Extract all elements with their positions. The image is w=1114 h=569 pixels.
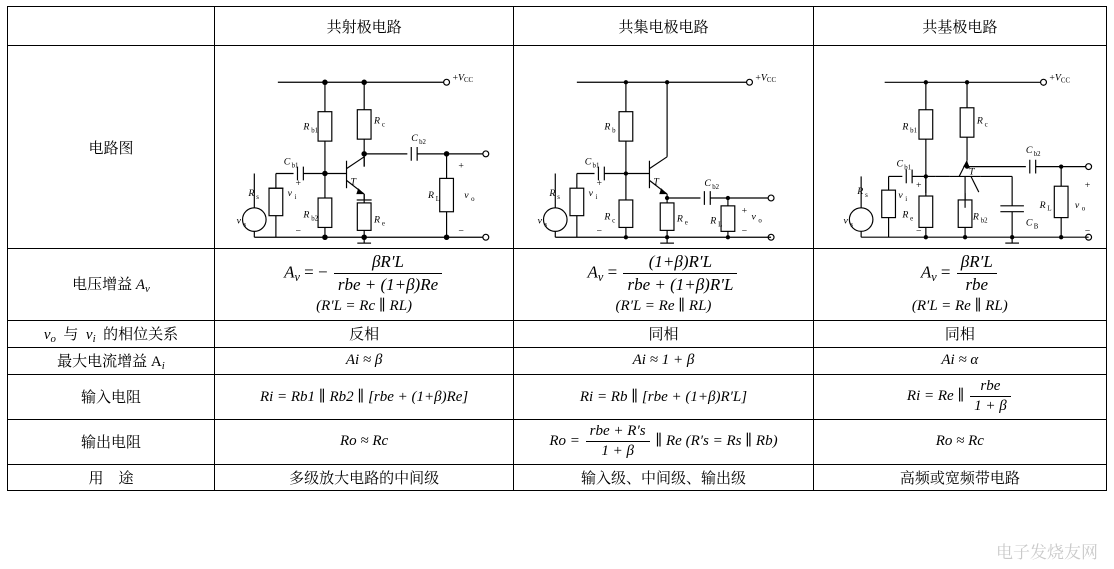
svg-text:C: C	[284, 157, 291, 168]
svg-text:+: +	[916, 180, 922, 191]
svg-text:v: v	[752, 212, 757, 223]
svg-text:c: c	[984, 121, 987, 128]
svg-text:i: i	[294, 194, 296, 201]
table-row-output-resistance	[8, 419, 1107, 464]
voltage-gain-label-symbol: A	[136, 277, 145, 293]
ce-gain-fraction	[334, 251, 442, 296]
svg-text:b2: b2	[311, 216, 318, 223]
svg-text:b2: b2	[1033, 151, 1040, 158]
svg-text:C: C	[896, 159, 903, 170]
voltage-gain-label-text: 电压增益	[72, 277, 136, 293]
cc-circuit-svg	[518, 49, 808, 245]
svg-text:−: −	[1084, 225, 1090, 236]
circuit-diagram-ce	[214, 46, 513, 249]
svg-text:T: T	[654, 176, 661, 187]
table-row-circuit	[8, 46, 1107, 249]
svg-text:v: v	[538, 216, 543, 227]
input-resistance-ce: Ri = Rb1 ∥ Rb2 ∥ [rbe + (1+β)Re]	[214, 374, 513, 419]
svg-text:+VCC: $+V_{CC}$	[452, 72, 473, 84]
output-resistance-cb: Ro ≈ Rc	[813, 419, 1106, 464]
current-gain-label-text: 最大电流增益 A	[57, 354, 162, 370]
output-resistance-cc	[514, 419, 813, 464]
svg-text:B: B	[1033, 223, 1038, 230]
cb-input-fraction	[970, 377, 1011, 417]
header-cc: 共集电极电路	[514, 7, 813, 46]
svg-text:C: C	[1026, 145, 1033, 156]
svg-text:T: T	[969, 166, 976, 177]
svg-text:R: R	[373, 215, 380, 226]
svg-text:c: c	[382, 121, 385, 128]
current-gain-cc: Ai ≈ 1 + β	[514, 347, 813, 374]
svg-text:b1: b1	[910, 127, 917, 134]
cc-gain-denominator: rbe + (1+β)R′L	[623, 274, 737, 296]
cb-circuit-svg	[818, 49, 1102, 245]
svg-text:+: +	[1084, 180, 1090, 191]
svg-text:o: o	[1081, 206, 1085, 213]
output-resistance-ce: Ro ≈ Rc	[214, 419, 513, 464]
svg-text:−: −	[295, 225, 301, 236]
svg-text:−: −	[916, 225, 922, 236]
svg-text:e: e	[382, 220, 385, 227]
row-label-voltage-gain	[8, 249, 215, 321]
ce-gain-denominator: rbe + (1+β)Re	[334, 274, 442, 296]
ce-circuit-svg	[219, 49, 509, 245]
svg-text:+VCC: $+V_{CC}$	[756, 72, 777, 84]
svg-text:+: +	[295, 178, 301, 189]
cb-input-denominator: 1 + β	[970, 397, 1011, 417]
svg-text:R: R	[901, 121, 908, 132]
svg-text:R: R	[856, 186, 863, 197]
cb-gain-operator: =	[941, 263, 951, 282]
row-label-input-resistance: 输入电阻	[8, 374, 215, 419]
cc-output-rhs: ∥ Re (R′s = Rs ∥ Rb)	[655, 433, 777, 449]
svg-text:−: −	[458, 225, 464, 236]
phase-cb: 同相	[813, 320, 1106, 347]
svg-text:e: e	[910, 216, 913, 223]
svg-text:R: R	[427, 190, 434, 201]
table-row-voltage-gain	[8, 249, 1107, 321]
svg-text:v: v	[288, 188, 293, 199]
current-gain-label-subscript: i	[162, 360, 165, 372]
svg-text:s: s	[256, 194, 259, 201]
svg-text:R: R	[373, 115, 380, 126]
svg-text:L: L	[1047, 206, 1051, 213]
cc-gain-operator: =	[608, 263, 618, 282]
table-row-input-resistance	[8, 374, 1107, 419]
watermark: 电子发烧友网	[996, 538, 1098, 563]
cb-gain-numerator: βR′L	[957, 251, 997, 274]
svg-text:L: L	[718, 221, 722, 228]
voltage-gain-cb: $A_v$ = $\frac{\beta R'L}{\text{rbe}}$ (R′L = Re ∥ RL)	[813, 249, 1106, 321]
cb-gain-fraction	[957, 251, 997, 296]
cb-input-lhs: Ri = Re ∥	[907, 388, 964, 404]
svg-text:v: v	[1075, 200, 1080, 211]
voltage-gain-label-subscript: v	[145, 283, 150, 295]
cc-gain-numerator: (1+β)R′L	[623, 251, 737, 274]
svg-text:s: s	[865, 192, 868, 199]
svg-text:s: s	[558, 194, 561, 201]
row-label-phase: $v_o$ 与 $v_i$ 的相位关系	[8, 320, 215, 347]
svg-text:R: R	[975, 115, 982, 126]
svg-text:−: −	[742, 225, 748, 236]
svg-text:L: L	[436, 196, 440, 203]
svg-text:v: v	[898, 190, 903, 201]
ce-gain-numerator: βR′L	[334, 251, 442, 274]
svg-text:s: s	[850, 221, 853, 228]
svg-text:o: o	[759, 218, 763, 225]
svg-text:e: e	[685, 219, 688, 226]
cb-gain-denominator: rbe	[957, 274, 997, 296]
svg-text:C: C	[1026, 217, 1033, 228]
svg-text:R: R	[302, 210, 309, 221]
cc-output-fraction	[586, 422, 650, 462]
voltage-gain-ce: $A_v$ = − $\frac{\beta R'L}{\text{rbe + (1+β)Re}}$ (R′L = Rc ∥ RL)	[214, 249, 513, 321]
svg-text:b2: b2	[419, 139, 426, 146]
svg-text:+: +	[597, 178, 603, 189]
cc-output-lhs: Ro =	[549, 433, 580, 449]
table-header-row	[8, 7, 1107, 46]
ce-gain-operator: = −	[304, 263, 327, 282]
cb-input-numerator: rbe	[970, 377, 1011, 398]
current-gain-ce: Ai ≈ β	[214, 347, 513, 374]
input-resistance-cc: Ri = Rb ∥ [rbe + (1+β)R′L]	[514, 374, 813, 419]
table-row-usage	[8, 464, 1107, 490]
svg-text:o: o	[471, 196, 475, 203]
phase-cc: 同相	[514, 320, 813, 347]
header-blank	[8, 7, 215, 46]
svg-text:b: b	[612, 127, 616, 134]
input-resistance-cb	[813, 374, 1106, 419]
svg-text:−: −	[597, 225, 603, 236]
row-label-output-resistance: 输出电阻	[8, 419, 215, 464]
svg-text:+: +	[742, 206, 748, 217]
svg-text:R: R	[901, 210, 908, 221]
svg-text:v: v	[464, 190, 469, 201]
amplifier-comparison-table	[7, 6, 1107, 491]
svg-text:R: R	[549, 188, 556, 199]
phase-ce: 反相	[214, 320, 513, 347]
table-row-current-gain	[8, 347, 1107, 374]
cb-gain-note: (R′L = Re ∥ RL)	[818, 296, 1102, 318]
svg-text:b2: b2	[980, 217, 987, 224]
voltage-gain-cc: $A_v$ = $\frac{(1+\beta)R'L}{\text{rbe + (1+β)R′L}}$ (R′L = Re ∥ RL)	[514, 249, 813, 321]
row-label-usage: 用 途	[8, 464, 215, 490]
cc-output-numerator: rbe + R′s	[586, 422, 650, 443]
svg-text:i: i	[596, 194, 598, 201]
svg-text:R: R	[710, 216, 717, 227]
header-ce: 共射极电路	[214, 7, 513, 46]
svg-text:b2: b2	[713, 184, 720, 191]
circuit-diagram-cc	[514, 46, 813, 249]
svg-text:i: i	[905, 196, 907, 203]
usage-cb: 高频或宽频带电路	[813, 464, 1106, 490]
circuit-diagram-cb	[813, 46, 1106, 249]
table-row-phase	[8, 320, 1107, 347]
cc-gain-fraction	[623, 251, 737, 296]
cc-gain-note: (R′L = Re ∥ RL)	[518, 296, 808, 318]
svg-text:b1: b1	[904, 165, 911, 172]
svg-text:R: R	[302, 121, 309, 132]
svg-text:C: C	[585, 157, 592, 168]
svg-text:C: C	[705, 178, 712, 189]
svg-text:+VCC: $+V_{CC}$	[1049, 72, 1070, 84]
svg-text:T: T	[350, 176, 357, 187]
ce-gain-note: (R′L = Rc ∥ RL)	[219, 296, 509, 318]
header-cb: 共基极电路	[813, 7, 1106, 46]
svg-text:R: R	[972, 212, 979, 223]
svg-text:v: v	[589, 188, 594, 199]
svg-text:R: R	[604, 121, 611, 132]
row-label-current-gain	[8, 347, 215, 374]
svg-text:R: R	[247, 188, 254, 199]
svg-text:R: R	[604, 212, 611, 223]
svg-text:c: c	[612, 218, 615, 225]
svg-text:s: s	[243, 221, 246, 228]
svg-text:R: R	[676, 214, 683, 225]
usage-ce: 多级放大电路的中间级	[214, 464, 513, 490]
svg-text:C: C	[411, 133, 418, 144]
svg-text:v: v	[237, 216, 242, 227]
current-gain-cb: Ai ≈ α	[813, 347, 1106, 374]
svg-text:b1: b1	[292, 163, 299, 170]
svg-text:b1: b1	[311, 127, 318, 134]
usage-cc: 输入级、中间级、输出级	[514, 464, 813, 490]
svg-text:s: s	[545, 221, 548, 228]
svg-text:v: v	[843, 215, 848, 226]
cc-output-denominator: 1 + β	[586, 442, 650, 462]
svg-text:R: R	[1038, 200, 1045, 211]
row-label-circuit: 电路图	[8, 46, 215, 249]
svg-text:b1: b1	[593, 163, 600, 170]
svg-text:+: +	[458, 161, 464, 172]
comparison-table-page	[0, 6, 1114, 569]
